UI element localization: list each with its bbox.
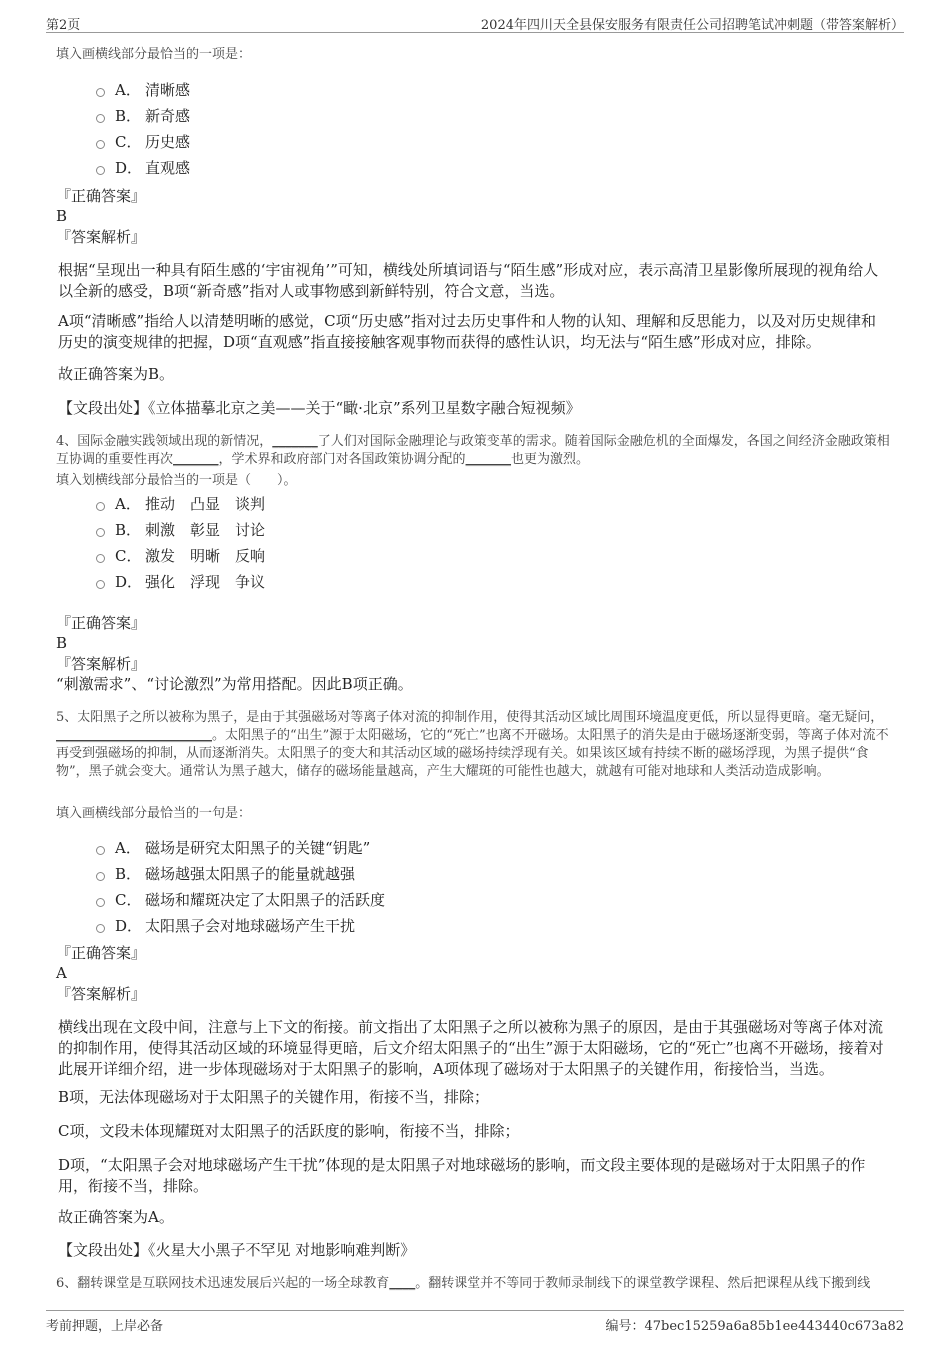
q5-source: 【文段出处】《火星大小黑子不罕见 对地影响难判断》 <box>58 1241 416 1259</box>
radio-icon[interactable] <box>96 502 105 511</box>
q5-analysis-para-3: C项，文段未体现耀斑对太阳黑子的活跃度的影响，衔接不当，排除； <box>58 1122 520 1140</box>
page-header <box>46 12 904 33</box>
q3-option-a[interactable]: A． 清晰感 <box>96 80 190 100</box>
q4-option-c[interactable]: C． 激发 明晰 反响 <box>96 546 265 566</box>
q5-analysis-conclusion: 故正确答案为A。 <box>58 1208 174 1226</box>
q5-prompt: 填入画横线部分最恰当的一句是： <box>56 806 252 821</box>
q4-answer-label: 『正确答案』 <box>56 614 147 632</box>
q3-answer: B <box>56 207 68 225</box>
radio-icon[interactable] <box>96 898 105 907</box>
q4-analysis-label: 『答案解析』 <box>56 655 147 673</box>
q3-answer-label: 『正确答案』 <box>56 187 147 205</box>
q4-prompt: 填入划横线部分最恰当的一项是（ ）。 <box>56 473 297 488</box>
radio-icon[interactable] <box>96 872 105 881</box>
document-id: 编号：47bec15259a6a85b1ee443440c673a82 <box>605 1319 904 1334</box>
q4-option-a[interactable]: A． 推动 凸显 谈判 <box>96 494 265 514</box>
radio-icon[interactable] <box>96 528 105 537</box>
page-number: 第2页 <box>46 18 81 33</box>
footer-slogan: 考前押题，上岸必备 <box>46 1319 164 1334</box>
q5-answer-label: 『正确答案』 <box>56 944 147 962</box>
q4-answer: B <box>56 634 68 652</box>
q4-analysis: “刺激需求”、“讨论激烈”为常用搭配。因此B项正确。 <box>56 675 413 693</box>
q5-answer: A <box>56 964 67 982</box>
q5-stem: 5、太阳黑子之所以被称为黑子，是由于其强磁场对等离子体对流的抑制作用，使得其活动区域比周围环境温度更低，所以显得更暗。毫无疑问，________________________。太阳黑子的“出生”源于太阳磁场，它的“死亡”也离不开磁场。太阳黑子的消失是由于磁场逐渐变弱，等离子体对流不再受到强磁场的抑制，从而逐渐消失。太阳黑子的变大和其活动区域的磁场持续浮现有关。如果该区域有持续不断的磁场浮现，为黑子提供“食物”，黑子就会变大。通常认为黑子越大，储存的磁场能量越高，产生大耀斑的可能性也越大，就越有可能对地球和人类活动造成影响。 <box>56 710 889 779</box>
q5-option-d[interactable]: D． 太阳黑子会对地球磁场产生干扰 <box>96 916 355 936</box>
q5-option-b[interactable]: B． 磁场越强太阳黑子的能量就越强 <box>96 864 355 884</box>
q4-option-b[interactable]: B． 刺激 彰显 讨论 <box>96 520 265 540</box>
q3-option-c[interactable]: C． 历史感 <box>96 132 190 152</box>
radio-icon[interactable] <box>96 114 105 123</box>
q5-analysis-label: 『答案解析』 <box>56 985 147 1003</box>
q5-analysis-para-4: D项，“太阳黑子会对地球磁场产生干扰”体现的是太阳黑子对地球磁场的影响，而文段主要体现的是磁场对于太阳黑子的作用，衔接不当，排除。 <box>58 1156 866 1195</box>
radio-icon[interactable] <box>96 166 105 175</box>
q5-option-c[interactable]: C． 磁场和耀斑决定了太阳黑子的活跃度 <box>96 890 385 910</box>
q4-option-d[interactable]: D． 强化 浮现 争议 <box>96 572 265 592</box>
q3-source: 【文段出处】《立体描摹北京之美——关于“瞰·北京”系列卫星数字融合短视频》 <box>58 399 581 417</box>
radio-icon[interactable] <box>96 140 105 149</box>
q3-analysis-para-1: 根据“呈现出一种具有陌生感的‘宇宙视角’”可知，横线处所填词语与“陌生感”形成对应，表示高清卫星影像所展现的视角给人以全新的感受，B项“新奇感”指对人或事物感到新鲜特别，符合文意，当选。 <box>58 261 879 300</box>
q3-analysis-label: 『答案解析』 <box>56 228 147 246</box>
q3-prompt: 填入画横线部分最恰当的一项是： <box>56 47 252 62</box>
q5-analysis-para-1: 横线出现在文段中间，注意与上下文的衔接。前文指出了太阳黑子之所以被称为黑子的原因，是由于其强磁场对等离子体对流的抑制作用，使得其活动区域的环境显得更暗，后文介绍太阳黑子的“出生”源于太阳磁场，它的“死亡”也离不开磁场，接着对此展开详细介绍，进一步体现磁场对于太阳黑子的影响，A项体现了磁场对于太阳黑子的关键作用，衔接恰当，当选。 <box>58 1018 884 1078</box>
page-footer <box>46 1310 904 1333</box>
q3-analysis-para-2: A项“清晰感”指给人以清楚明晰的感觉，C项“历史感”指对过去历史事件和人物的认知、理解和反思能力，以及对历史规律和历史的演变规律的把握，D项“直观感”指直接接触客观事物而获得的感性认识，均无法与“陌生感”形成对应，排除。 <box>58 312 876 351</box>
document-title: 2024年四川天全县保安服务有限责任公司招聘笔试冲刺题（带答案解析） <box>480 18 904 33</box>
q6-stem: 6、翻转课堂是互联网技术迅速发展后兴起的一场全球教育____。翻转课堂并不等同于教师录制线下的课堂教学课程、然后把课程从线下搬到线 <box>56 1276 871 1291</box>
q3-option-d[interactable]: D． 直观感 <box>96 158 190 178</box>
q3-option-b[interactable]: B． 新奇感 <box>96 106 190 126</box>
radio-icon[interactable] <box>96 846 105 855</box>
radio-icon[interactable] <box>96 554 105 563</box>
q5-option-a[interactable]: A． 磁场是研究太阳黑子的关键“钥匙” <box>96 838 370 858</box>
q3-analysis-conclusion: 故正确答案为B。 <box>58 365 175 383</box>
radio-icon[interactable] <box>96 580 105 589</box>
q4-stem: 4、国际金融实践领域出现的新情况，_______了人们对国际金融理论与政策变革的需求。随着国际金融危机的全面爆发，各国之间经济金融政策相互协调的重要性再次_______，学术界和政府部门对各国政策协调分配的_______也更为激烈。 <box>56 434 890 467</box>
q5-analysis-para-2: B项，无法体现磁场对于太阳黑子的关键作用，衔接不当，排除； <box>58 1088 490 1106</box>
radio-icon[interactable] <box>96 88 105 97</box>
radio-icon[interactable] <box>96 924 105 933</box>
